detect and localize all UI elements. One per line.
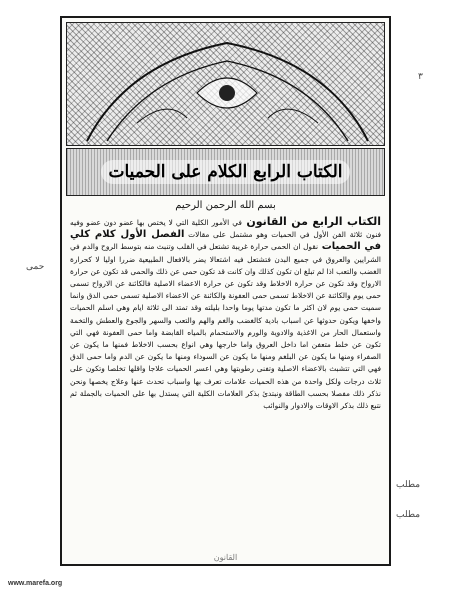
folio-number: ٣: [418, 72, 423, 82]
paragraph: واما حمى الدق فهي التي تتشبث بالاعضاء الاصلية وتفنى رطوبتها وهي اعسر الحميات علاجا واقلها تخلصا وتكون على ثلاث درجات: [70, 352, 381, 386]
ornamental-headpiece: [66, 22, 385, 146]
paragraph: واما حمى العفونة فهي التي تكون عن خلط متعفن اما داخل العروق واما خارجها وهي انواع بحسب الاخلاط فمنها ما يكون عن الصفراء ومنها ما يكون عن البلغم ومنها ما يكون عن السوداء ومنها ما يكون عن الدم: [70, 327, 381, 362]
paragraph: نقول ان الحمى حرارة غريبة تشتعل في القلب وتنبث منه بتوسط الروح والدم في الشرايين والعروق في جميع البدن فتشتعل فيه اشتعالا يضر بالافعال الطبيعية ضررا اوليا لا كحرارة الغضب والتعب اذا لم تبلغ ان تكون كذلك وان كانت قد تكون حمى عن ذلك: [70, 242, 381, 276]
margin-note: مطلب: [396, 510, 421, 520]
paragraph: وانما سميت حمى يوم لان اكثر ما تكون مدتها يوما واحدا بليلته وقد تمتد الى ثلاثة ايام وهي اسلم الحميات واخفها ويكون حدوثها عن اسباب بادية كالغضب والغم والهم والتعب والسهر والجوع والعطش والتخمة واستعمال الحار من الاغذية والادوية والورم والاستحمام بالمياه القابضة: [70, 291, 381, 337]
site-watermark: www.marefa.org: [8, 580, 63, 587]
margin-note: مطلب: [396, 480, 421, 490]
margin-note: حمى: [26, 262, 45, 272]
book-heading: الكتاب الرابع من القانون: [241, 216, 381, 228]
chapter-title: الكتاب الرابع الكلام على الحميات: [101, 160, 351, 184]
manuscript-page: [60, 16, 391, 566]
chapter-title-band: [66, 148, 385, 196]
basmala: بسم الله الرحمن الرحيم: [175, 200, 276, 211]
section-heading: الفصل الأول كلام كلي في الحميات: [70, 229, 381, 253]
intro-text: في الأمور الكلية التي لا يختص بها عضو دون عضو وفيه فنون ثلاثة الفن الأول في الحميات وهو مشتمل على مقالات: [70, 218, 381, 240]
arabesque-ornament-icon: [67, 23, 385, 143]
paragraph: والحمى قد تكون عن حرارة الارواح وقد تكون عن حرارة الاخلاط وقد تكون عن حرارة الاعضاء الاصلية فالكائنة عن الارواح تسمى حمى يوم والكائنة عن الاخلاط تسمى حمى العفونة والكائنة عن الاعضاء الاصلية تسمى حمى الدق: [70, 266, 381, 301]
page-footer: القانون: [213, 553, 238, 562]
paragraph: ولكل واحدة من هذه الحميات علامات تعرف بها واسباب تحدث عنها وعلاج يخصها ونحن نذكر ذلك مفصلا بحسب الطاقة ونبتدئ بذكر العلامات الكلية التي يستدل بها على الحميات بالجملة ثم نتبع ذلك بذكر الاوقات والادوار والنوائب: [70, 376, 381, 411]
body-text: [70, 216, 381, 552]
